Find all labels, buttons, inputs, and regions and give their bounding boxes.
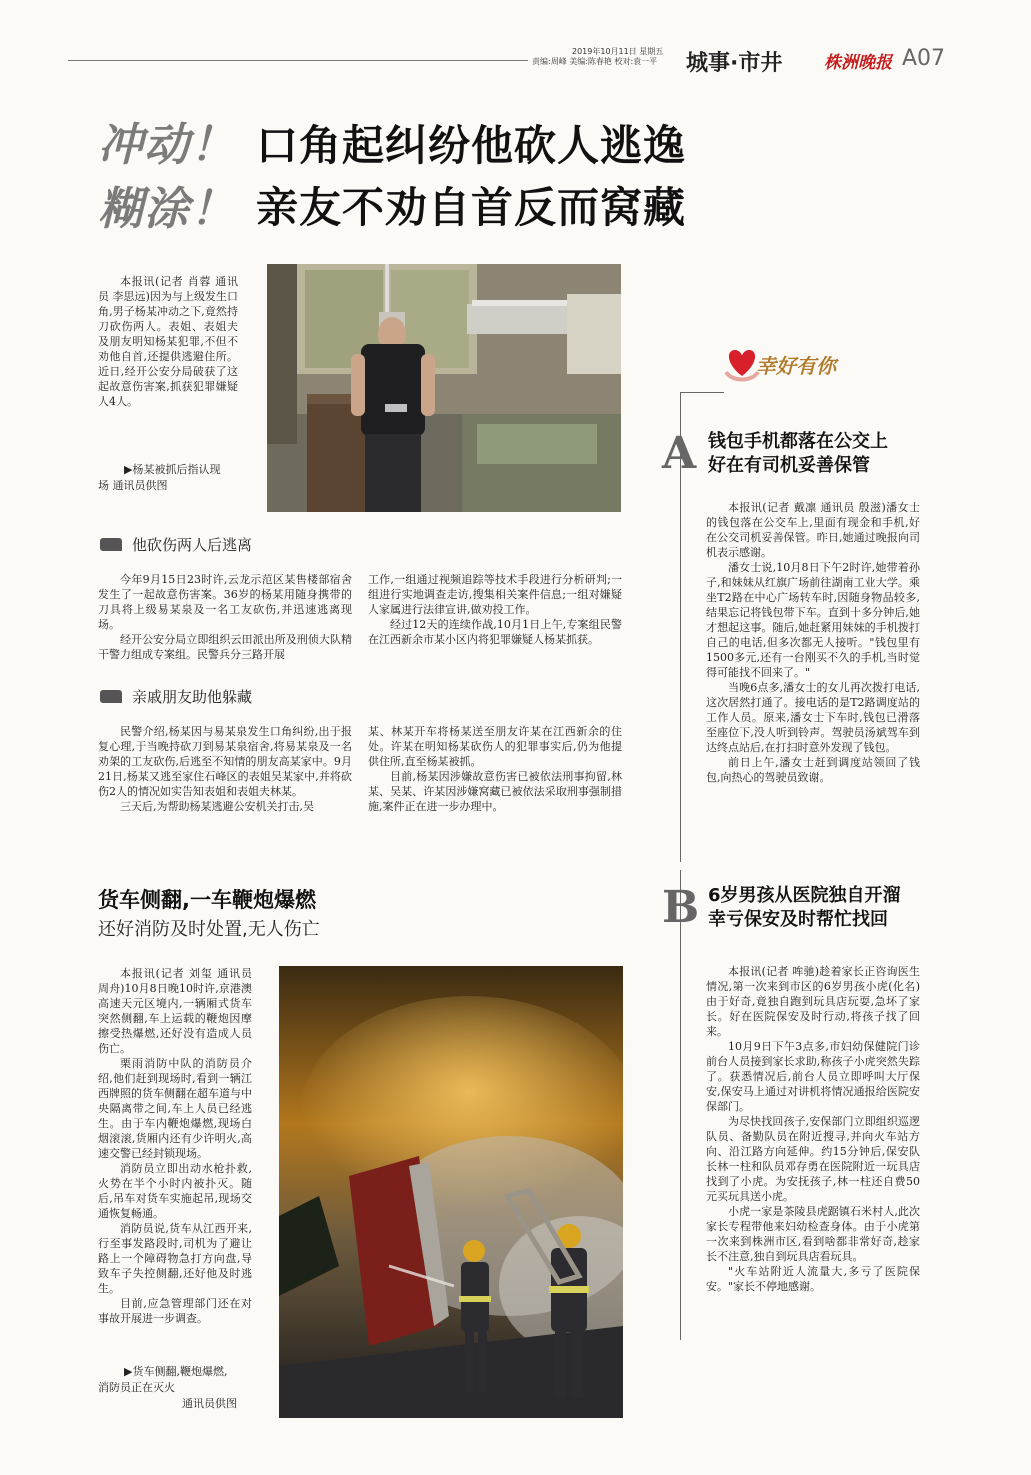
section-title: 城事·市井: [686, 51, 783, 76]
sidebar-letter-b: B: [662, 882, 700, 933]
subhead-1: 他砍伤两人后逃离: [100, 534, 252, 555]
subhead-marker-icon: [100, 690, 122, 703]
subhead-2: 亲戚朋友助他躲藏: [100, 686, 252, 707]
header-date: 2019年10月11日 星期五: [572, 47, 664, 56]
story1-lead: 本报讯(记者 肖蓉 通讯员 李思远)因为与上级发生口角,男子杨某冲动之下,竟然持刀砍伤两人。表姐、表姐夫及朋友明知杨某犯罪,不但不劝他自首,还提供逃避住所。近日,经开公安分局破获了这起故意伤害案,抓获犯罪嫌疑人4人。: [98, 275, 238, 408]
story1-sec1-right: 工作,一组通过视频追踪等技术手段进行分析研判;一组进行实地调查走访,搜集相关案件信息;一组对嫌疑人家属进行法律宣讲,做劝投工作。 经过12天的连续作战,10月1日上午,专案组民警在江西新余市某小区内将犯罪嫌疑人杨某抓获。: [368, 573, 622, 646]
story2-body: 本报讯(记者 刘玺 通讯员 周舟)10月8日晚10时许,京港澳高速天元区境内,一辆厢式货车突然侧翻,车上运载的鞭炮因摩擦受热爆燃,还好没有造成人员伤亡。 栗雨消防中队的消防员介绍,他们赶到现场时,看到一辆江西牌照的货车侧翻在超车道与中央隔离带之间,车上人员已经逃生。由于车内鞭炮爆燃,现场白烟滚滚,货厢内还有少许明火,高速交警已经封锁现场。 消防员立即出动水枪扑救,火势在半个小时内被扑灭。随后,吊车对货车实施起吊,现场交通恢复畅通。 消防员说,货车从江西开来,行至事发路段时,司机为了避让路上一个障碍物急打方向盘,导致车子失控侧翻,还好他及时逃生。 目前,应急管理部门还在对事故开展进一步调查。: [98, 967, 252, 1325]
header-rule: [68, 60, 528, 61]
subhead-marker-icon: [100, 538, 122, 551]
sidebar-b-body: 本报讯(记者 哞驰)趁着家长正咨询医生情况,第一次来到市区的6岁男孩小虎(化名)由于好奇,竟独自跑到玩具店玩耍,急坏了家长。好在医院保安及时行动,将孩子找了回来。 10月9日下午3点多,市妇幼保健院门诊前台人员接到家长求助,称孩子小虎突然失踪了。获悉情况后,前台人员立即呼叫大厅保安,保安马上通过对讲机将情况通报给医院安保部门。 为尽快找回孩子,安保部门立即组织巡逻队员、备勤队员在附近搜寻,并向火车站方向、沿江路方向延伸。约15分钟后,保安队长林一柱和队员邓存勇在医院附近一玩具店找到了小虎。为安抚孩子,林一柱还自费50元买玩具送小虎。 小虎一家是茶陵县虎踞镇石米村人,此次家长专程带他来妇幼检查身体。由于小虎第一次来到株洲市区,看到啥都非常好奇,趁家长不注意,独自到玩具店看玩具。 "火车站附近人流量大,多亏了医院保安。"家长不停地感谢。: [706, 965, 920, 1293]
sidebar-rule-b: [680, 870, 681, 1340]
sidebar-rule-a-top: [680, 392, 724, 393]
story2-subheadline: 还好消防及时处置,无人伤亡: [98, 919, 320, 940]
sidebar-logo-text: 幸好有你: [756, 354, 836, 378]
suspect-photo-image: [267, 264, 621, 512]
sidebar-logo: [722, 342, 872, 386]
story1-sec1-left: 今年9月15日23时许,云龙示范区某售楼部宿舍发生了一起故意伤害案。36岁的杨某用随身携带的刀具将上级易某泉及一名工友砍伤,并迅速逃离现场。 经开公安分局立即组织云田派出所及刑侦大队精干警力组成专案组。民警兵分三路开展: [98, 573, 352, 661]
headline-1: 口角起纠纷他砍人逃逸: [256, 121, 687, 170]
story2-headline: 货车侧翻,一车鞭炮爆燃: [98, 888, 316, 912]
sidebar-a-body: 本报讯(记者 戴凛 通讯员 殷滋)潘女士的钱包落在公交车上,里面有现金和手机,好在公交司机妥善保管。昨日,她通过晚报向司机表示感谢。 潘女士说,10月8日下午2时许,她带着孙子,和妹妹从红旗广场前往湖南工业大学。乘坐T2路在中心广场转车时,因随身物品较多,结果忘记将钱包带下车。直到十多分钟后,她才想起这事。随后,她赶紧用妹妹的手机拨打自己的电话,但多次都无人接听。"钱包里有1500多元,还有一台刚买不久的手机,当时觉得可能找不回来了。" 当晚6点多,潘女士的女儿再次拨打电话,这次居然打通了。接电话的是T2路调度站的工作人员。原来,潘女士下车时,钱包已滑落至座位下,没人听到铃声。驾驶员汤斌驾车到达终点站后,在打扫时意外发现了钱包。 前日上午,潘女士赶到调度站领回了钱包,向热心的驾驶员致谢。: [706, 501, 920, 784]
story1-sec2-left: 民警介绍,杨某因与易某泉发生口角纠纷,出于报复心理,于当晚持砍刀到易某泉宿舍,将易某泉及一名劝架的工友砍伤,后逃至不知情的朋友高某家中。9月21日,杨某又逃至家住石峰区的表姐吴某家中,并将砍伤2人的情况如实告知表姐和表姐夫林某。 三天后,为帮助杨某逃避公安机关打击,吴: [98, 725, 352, 813]
story2-caption: ▶货车侧翻,鞭炮爆燃, 消防员正在灭火 通讯员供图: [98, 1365, 237, 1410]
fire-photo: [279, 966, 623, 1418]
sidebar-a-title: 钱包手机都落在公交上 好在有司机妥善保管: [708, 431, 888, 476]
photo-caption-1: ▶杨某被抓后指认现 场 通讯员供图: [98, 463, 221, 492]
sidebar-b-title: 6岁男孩从医院独自开溜 幸亏保安及时帮忙找回: [708, 885, 901, 930]
suspect-photo: [267, 264, 621, 512]
fire-photo-image: [279, 966, 623, 1418]
sidebar-letter-a: A: [662, 428, 697, 479]
header-editors: 责编:周峰 美编:陈春艳 校对:袁一平: [532, 57, 658, 66]
header-meta: [532, 47, 663, 67]
headline-2: 亲友不劝自首反而窝藏: [256, 183, 687, 232]
kicker-1: 冲动！: [98, 118, 237, 171]
story1-sec2-right: 某、林某开车将杨某送至朋友许某在江西新余的住处。许某在明知杨某砍伤人的犯罪事实后,仍为他提供住所,直至杨某被抓。 目前,杨某因涉嫌故意伤害已被依法刑事拘留,林某、吴某、许某因涉嫌窝藏已被依法采取刑事强制措施,案件正在进一步办理中。: [368, 725, 622, 813]
page-number: A07: [902, 46, 946, 71]
kicker-2: 糊涂！: [98, 182, 237, 235]
brand-logo: 株洲晚报: [824, 53, 892, 73]
